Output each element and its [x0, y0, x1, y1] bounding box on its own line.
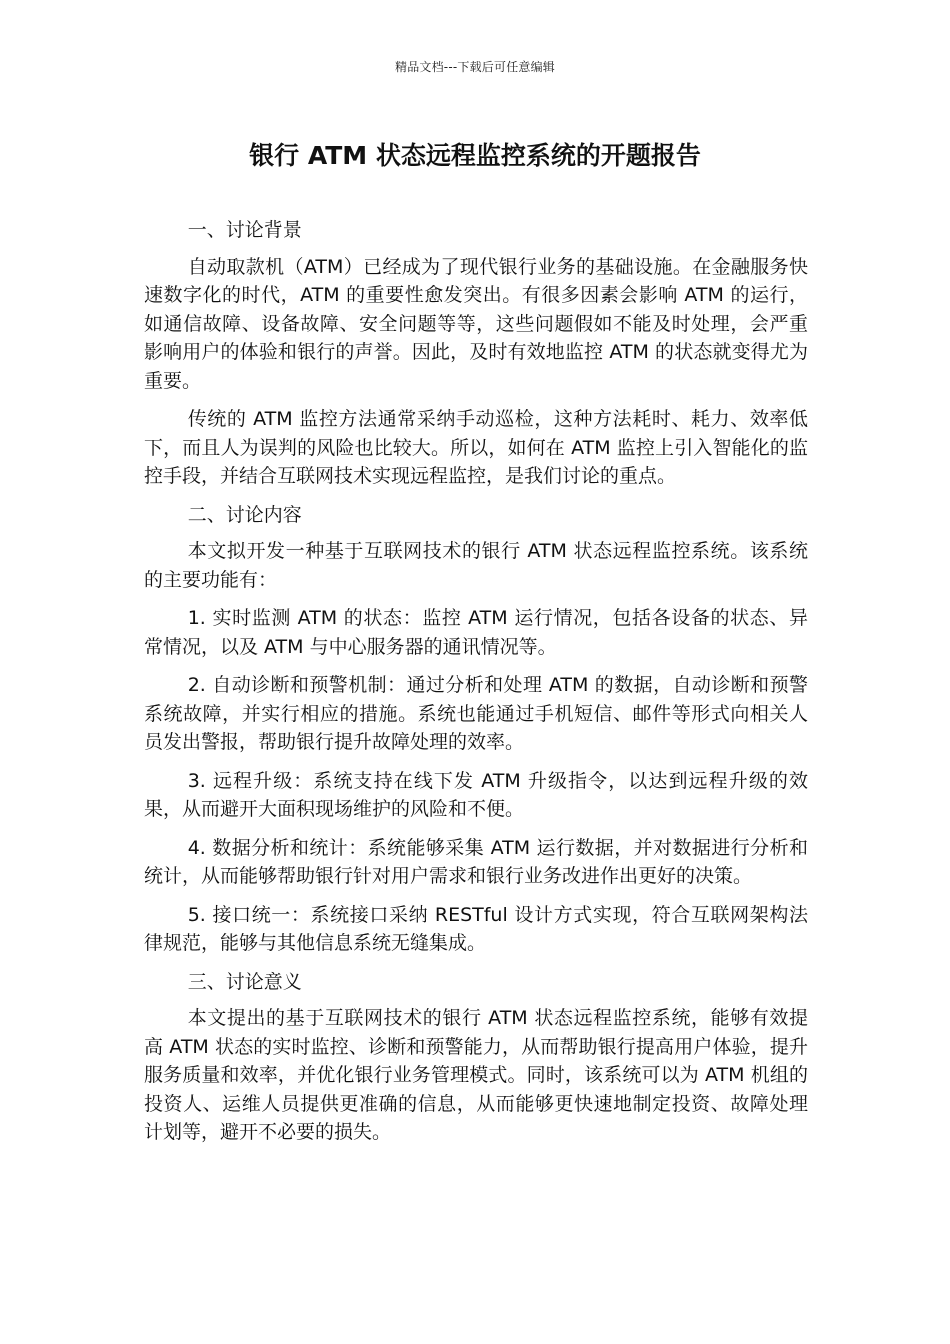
list-item: 5. 接口统一：系统接口采纳 RESTful 设计方式实现，符合互联网架构法律规范，能够与其他信息系统无缝集成。	[144, 903, 808, 954]
section-heading: 二、讨论内容	[187, 503, 302, 526]
section-heading: 一、讨论背景	[187, 219, 302, 241]
list-item: 3. 远程升级：系统支持在线下发 ATM 升级指令，以达到远程升级的效果，从而避开大面积现场维护的风险和不便。	[144, 769, 808, 820]
section-heading: 三、讨论意义	[187, 970, 302, 993]
paragraph: 自动取款机（ATM）已经成为了现代银行业务的基础设施。在金融服务快速数字化的时代，ATM 的重要性愈发突出。有很多因素会影响 ATM 的运行，如通信故障、设备故障、安全问题等等，这些问题假如不能及时处理，会严重影响用户的体验和银行的声誉。因此，及时有效地监控 ATM 的状态就变得尤为重要。	[144, 255, 808, 392]
list-item: 1. 实时监测 ATM 的状态：监控 ATM 运行情况，包括各设备的状态、异常情况，以及 ATM 与中心服务器的通讯情况等。	[144, 607, 808, 658]
document-body	[144, 216, 808, 1157]
list-item: 2. 自动诊断和预警机制：通过分析和处理 ATM 的数据，自动诊断和预警系统故障，并实行相应的措施。系统也能通过手机短信、邮件等形式向相关人员发出警报，帮助银行提升故障处理的效率。	[144, 674, 808, 753]
list-item: 4. 数据分析和统计：系统能够采集 ATM 运行数据，并对数据进行分析和统计，从而能够帮助银行针对用户需求和银行业务改进作出更好的决策。	[144, 836, 808, 887]
header-note: 精品文档---下载后可任意编辑	[395, 60, 555, 74]
paragraph: 本文拟开发一种基于互联网技术的银行 ATM 状态远程监控系统。该系统的主要功能有：	[144, 540, 808, 591]
paragraph: 本文提出的基于互联网技术的银行 ATM 状态远程监控系统，能够有效提高 ATM 状态的实时监控、诊断和预警能力，从而帮助银行提高用户体验，提升服务质量和效率，并优化银行业务管理模式。同时，该系统可以为 ATM 机组的投资人、运维人员提供更准确的信息，从而能够更快速地制定投资、故障处理计划等，避开不必要的损失。	[144, 1007, 808, 1143]
document-title: 银行 ATM 状态远程监控系统的开题报告	[249, 141, 701, 170]
paragraph: 传统的 ATM 监控方法通常采纳手动巡检，这种方法耗时、耗力、效率低下，而且人为误判的风险也比较大。所以，如何在 ATM 监控上引入智能化的监控手段，并结合互联网技术实现远程监控，是我们讨论的重点。	[144, 408, 808, 487]
